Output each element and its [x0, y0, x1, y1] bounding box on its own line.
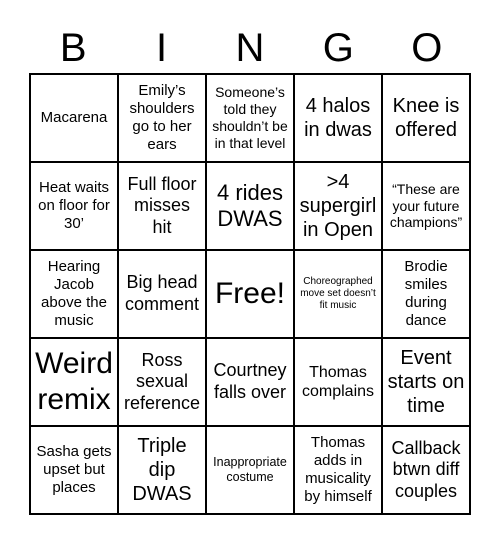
bingo-cell[interactable]: >4 supergirl in Open — [294, 162, 382, 250]
header-letter-o: O — [411, 26, 443, 70]
bingo-cell[interactable]: “These are your future champions” — [382, 162, 470, 250]
bingo-cell[interactable]: Brodie smiles during dance — [382, 250, 470, 338]
bingo-cell[interactable]: Event starts on time — [382, 338, 470, 426]
bingo-cell[interactable]: Hearing Jacob above the music — [30, 250, 118, 338]
bingo-cell[interactable]: 4 rides DWAS — [206, 162, 294, 250]
bingo-cell[interactable]: Sasha gets upset but places — [30, 426, 118, 514]
bingo-cell[interactable]: Big head comment — [118, 250, 206, 338]
bingo-cell[interactable]: Emily’s shoulders go to her ears — [118, 74, 206, 162]
header-letter-i: I — [156, 26, 168, 70]
bingo-cell[interactable]: Ross sexual reference — [118, 338, 206, 426]
header-letter-n: N — [235, 26, 265, 70]
bingo-cell[interactable]: Full floor misses hit — [118, 162, 206, 250]
bingo-cell[interactable]: Triple dip DWAS — [118, 426, 206, 514]
bingo-cell[interactable]: Courtney falls over — [206, 338, 294, 426]
bingo-cell[interactable]: Knee is offered — [382, 74, 470, 162]
bingo-cell[interactable]: Thomas complains — [294, 338, 382, 426]
bingo-cell[interactable]: Weird remix — [30, 338, 118, 426]
bingo-cell[interactable]: 4 halos in dwas — [294, 74, 382, 162]
bingo-cell[interactable]: Heat waits on floor for 30’ — [30, 162, 118, 250]
bingo-cell[interactable]: Inappropriate costume — [206, 426, 294, 514]
bingo-header — [29, 22, 471, 74]
bingo-cell[interactable]: Macarena — [30, 74, 118, 162]
bingo-cell-free-space[interactable]: Free! — [206, 250, 294, 338]
bingo-cell[interactable]: Choreographed move set doesn’t fit music — [294, 250, 382, 338]
bingo-cell[interactable]: Thomas adds in musicality by himself — [294, 426, 382, 514]
bingo-cell[interactable]: Someone’s told they shouldn’t be in that level — [206, 74, 294, 162]
header-letter-g: G — [322, 26, 354, 70]
header-letter-b: B — [59, 26, 87, 70]
bingo-cell[interactable]: Callback btwn diff couples — [382, 426, 470, 514]
bingo-grid — [29, 73, 471, 515]
